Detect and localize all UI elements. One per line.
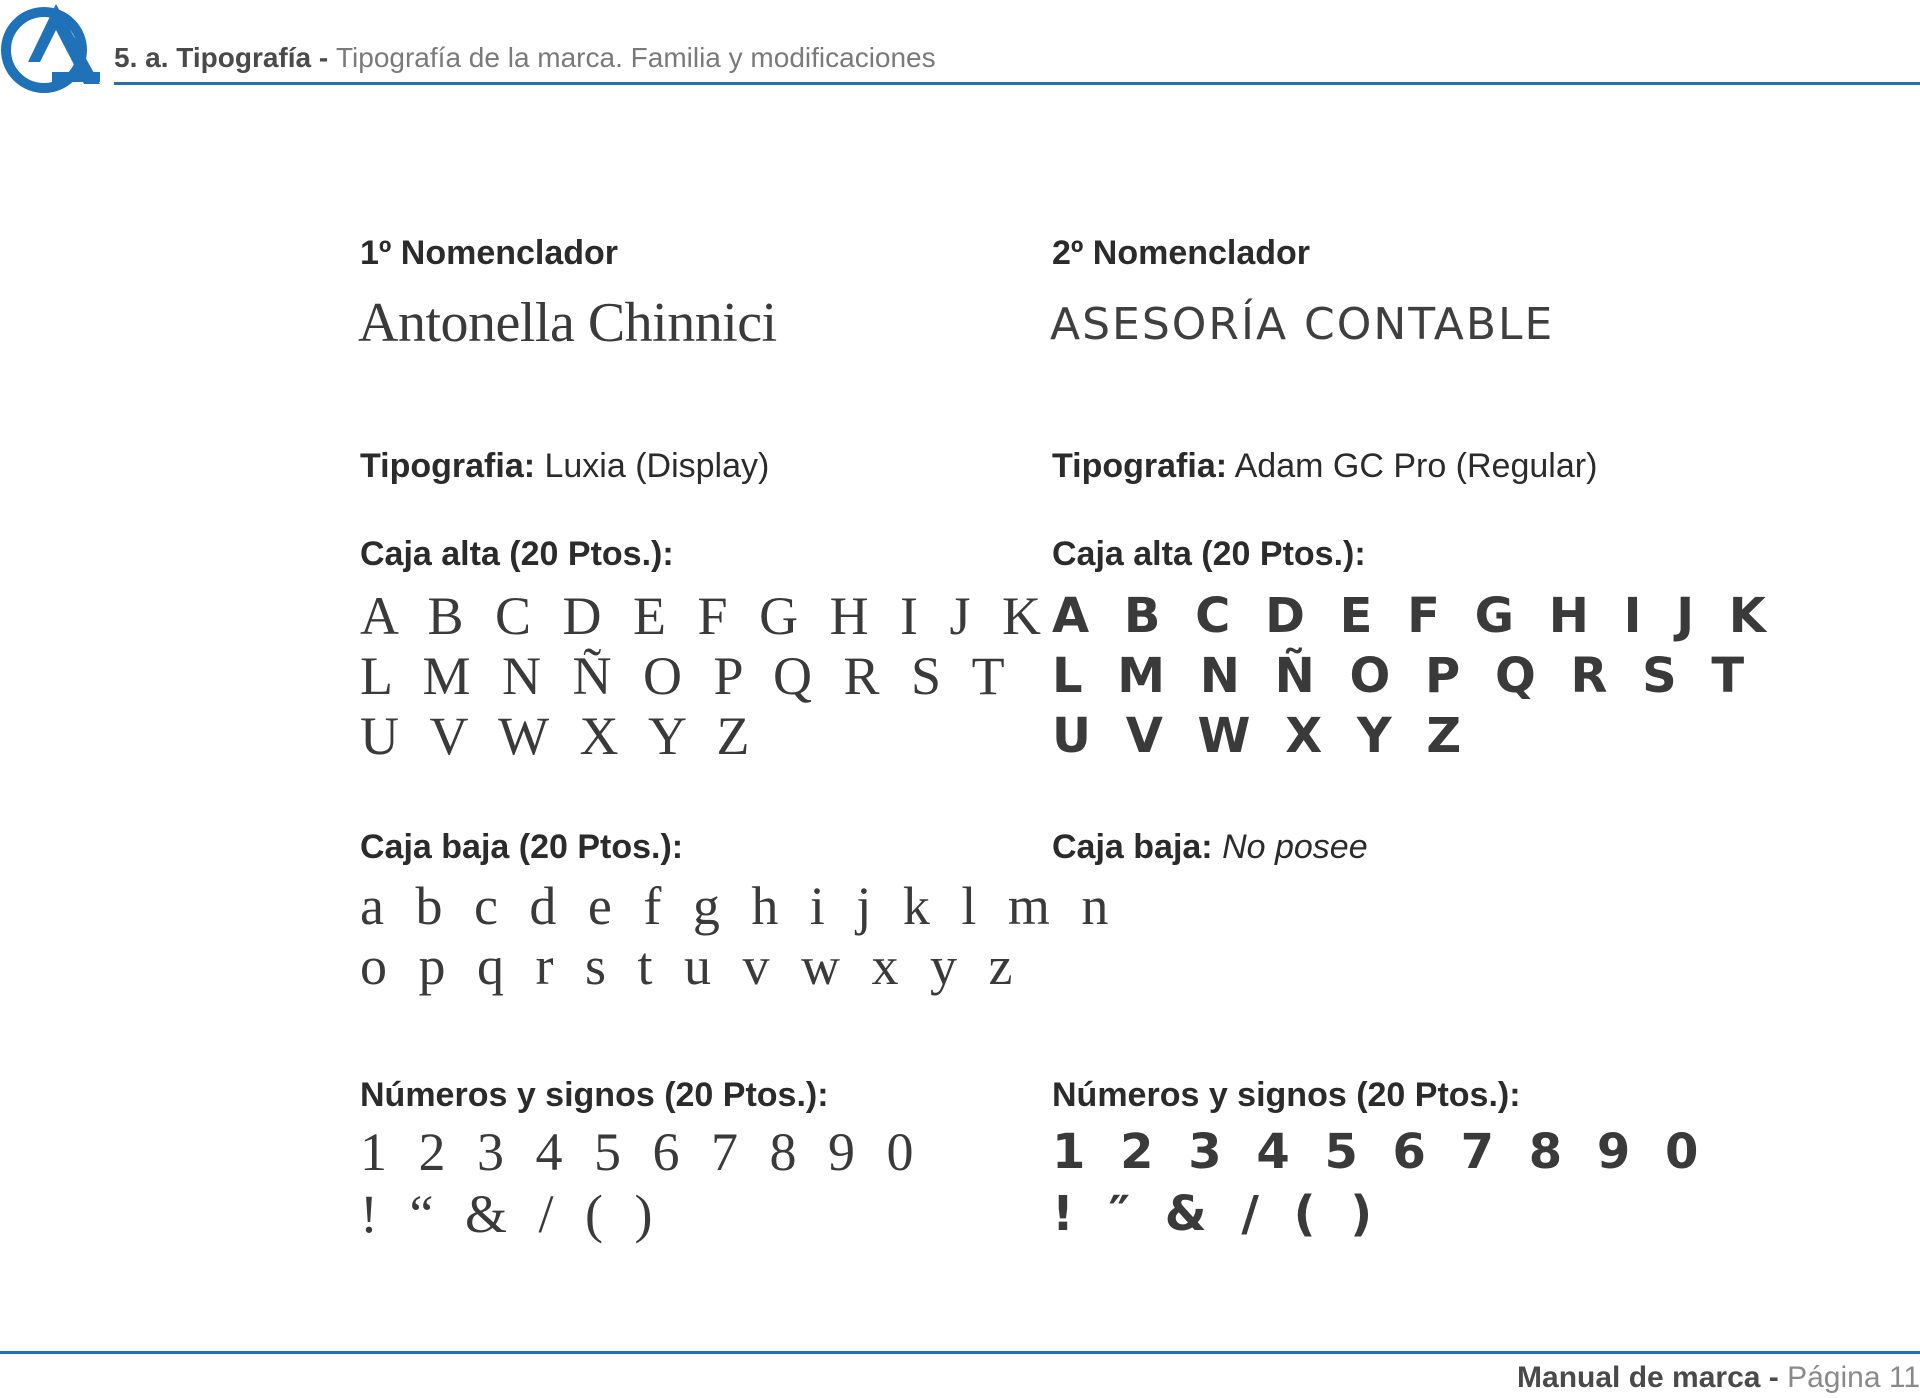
page-header <box>114 38 936 78</box>
header-rule <box>114 82 1920 85</box>
uppercase-1-label: Caja alta (20 Ptos.): <box>360 535 674 573</box>
numbers-2-label: Números y signos (20 Ptos.): <box>1052 1076 1521 1114</box>
uppercase-1-line-2: L M N Ñ O P Q R S T <box>360 646 1014 706</box>
typeface-1-line <box>360 446 769 486</box>
footer-rule <box>0 1351 1920 1354</box>
brand-logo <box>0 0 100 100</box>
numbers-1-label: Números y signos (20 Ptos.): <box>360 1076 829 1114</box>
page-footer <box>1517 1358 1920 1398</box>
numbers-1-line-1: 1 2 3 4 5 6 7 8 9 0 <box>360 1122 923 1182</box>
page-number: Página 11 <box>1787 1361 1920 1394</box>
uppercase-1-line-1: A B C D E F G H I J K <box>360 586 1051 646</box>
uppercase-2-line-3: U V W X Y Z <box>1052 708 1471 764</box>
nomenclador-2-sample: ASESORÍA CONTABLE <box>1050 299 1555 350</box>
typeface-2-label: Tipografia: <box>1052 447 1228 485</box>
numbers-1-line-2: ! “ & / ( ) <box>360 1184 662 1244</box>
uppercase-2-label: Caja alta (20 Ptos.): <box>1052 535 1366 573</box>
lowercase-2-line <box>1052 827 1368 867</box>
typeface-2-value: Adam GC Pro (Regular) <box>1227 447 1598 485</box>
nomenclador-2-title: 2º Nomenclador <box>1052 234 1311 272</box>
section-subtitle: Tipografía de la marca. Familia y modificaciones <box>335 42 936 73</box>
numbers-2-line-2: ! ″ & / ( ) <box>1052 1186 1382 1242</box>
nomenclador-1-title: 1º Nomenclador <box>360 234 619 272</box>
uppercase-1-line-3: U V W X Y Z <box>360 706 759 766</box>
numbers-2-line-1: 1 2 3 4 5 6 7 8 9 0 <box>1052 1124 1708 1180</box>
typeface-2-line <box>1052 446 1597 486</box>
section-number: 5. a. Tipografía - <box>114 42 336 73</box>
footer-label: Manual de marca - <box>1517 1361 1788 1394</box>
typeface-1-label: Tipografia: <box>360 447 536 485</box>
lowercase-2-value: No posee <box>1212 828 1368 866</box>
lowercase-1-line-1: a b c d e f g h i j k l m n <box>360 876 1118 936</box>
nomenclador-1-sample: Antonella Chinnici <box>358 292 777 354</box>
uppercase-2-line-1: A B C D E F G H I J K <box>1052 588 1775 644</box>
uppercase-2-line-2: L M N Ñ O P Q R S T <box>1052 648 1754 704</box>
lowercase-1-line-2: o p q r s t u v w x y z <box>360 936 1022 996</box>
lowercase-2-label: Caja baja: <box>1052 828 1213 866</box>
lowercase-1-label: Caja baja (20 Ptos.): <box>360 828 684 866</box>
typeface-1-value: Luxia (Display) <box>535 447 770 485</box>
